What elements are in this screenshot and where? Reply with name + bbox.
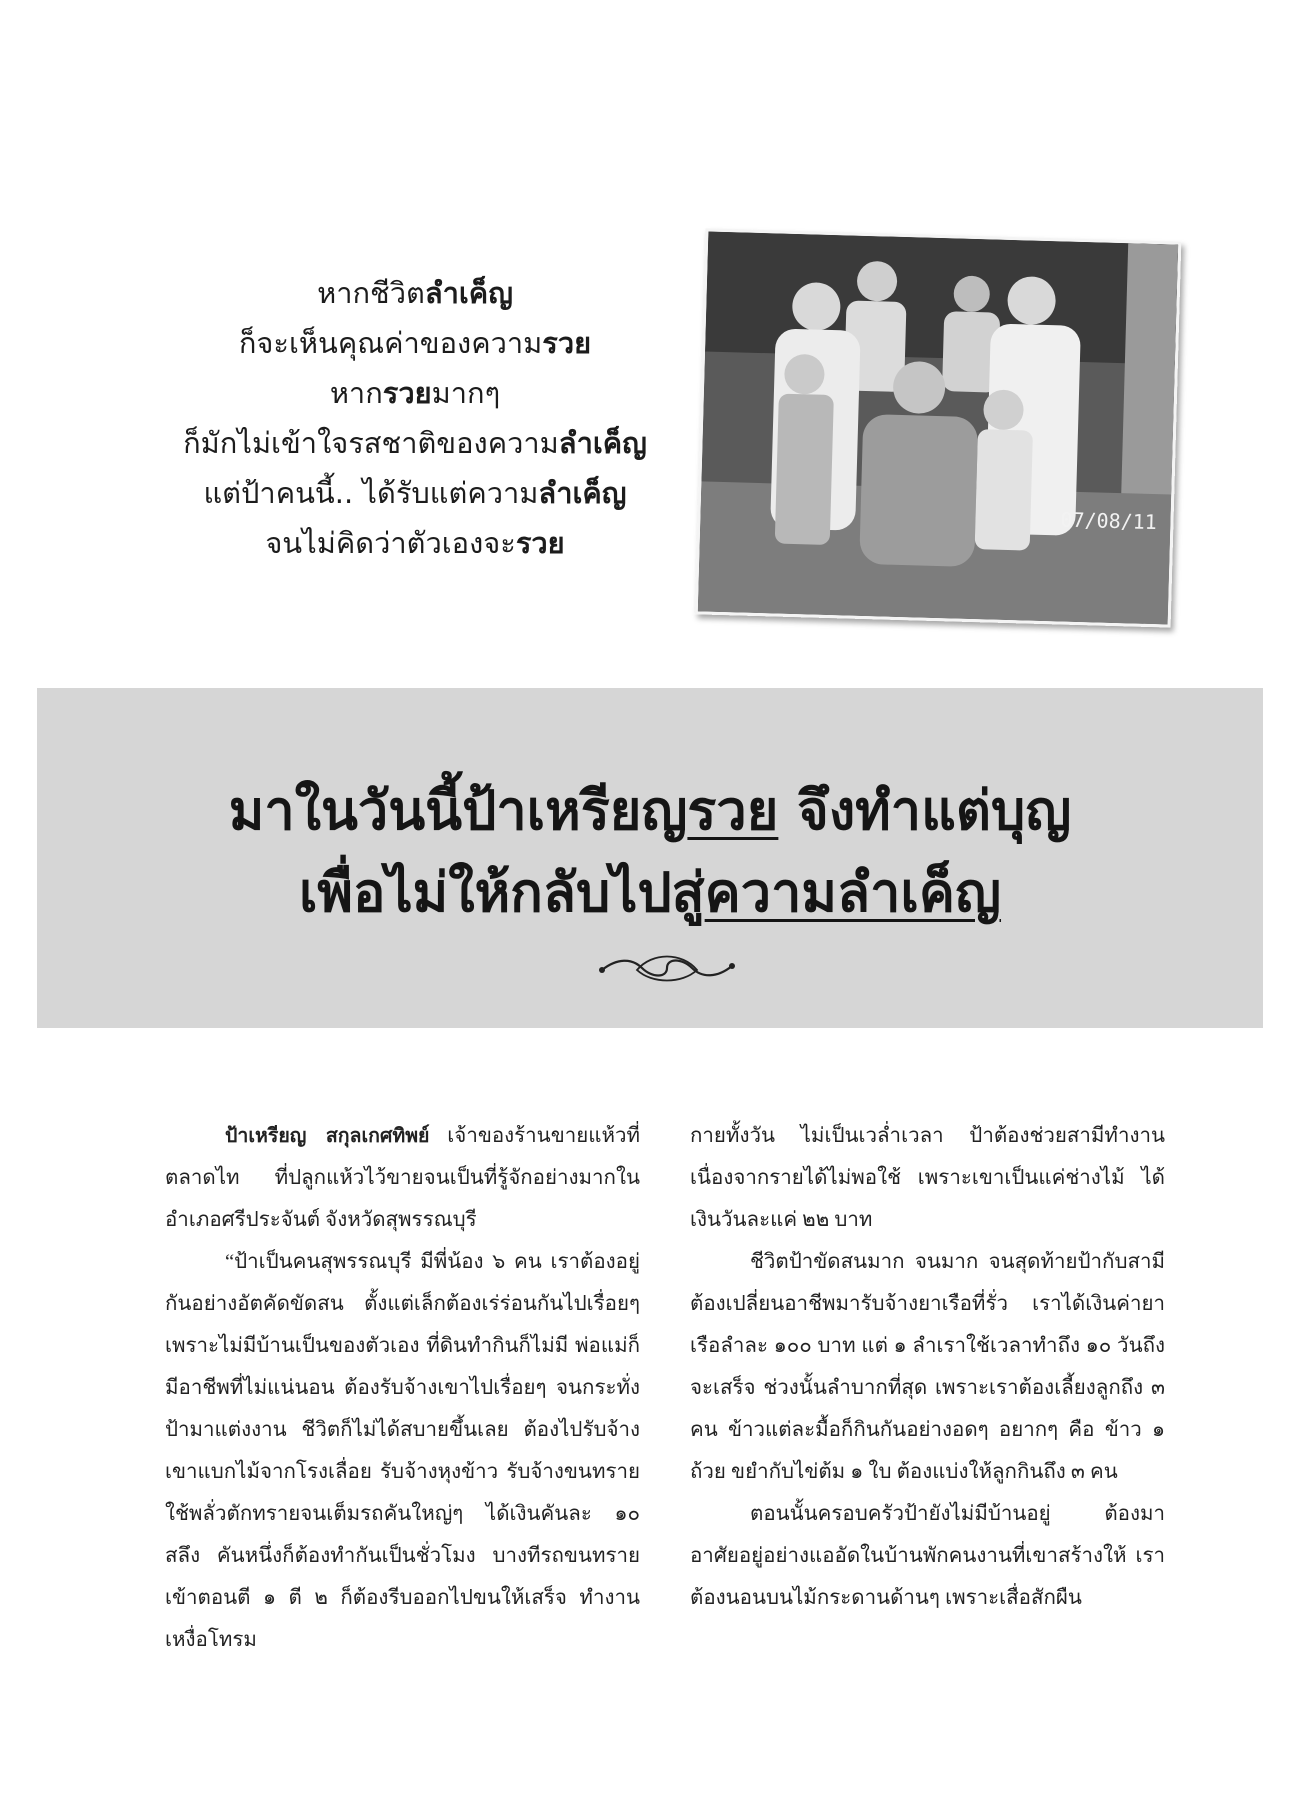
intro-poem [150, 268, 680, 568]
intro-line-3: หากรวยมากๆ [329, 376, 501, 410]
paragraph-quote: “ป้าเป็นคนสุพรรณบุรี มีพี่น้อง ๖ คน เราต้องอยู่กันอย่างอัตคัดขัดสน ตั้งแต่เล็กต้องเร่ร่อนกันไปเรื่อยๆ เพราะไม่มีบ้านเป็นของตัวเอง ที่ดินทำกินก็ไม่มี พ่อแม่ก็มีอาชีพที่ไม่แน่นอน ต้องรับจ้างเขาไปเรื่อยๆ จนกระทั่งป้ามาแต่งงาน ชีวิตก็ไม่ได้สบายขึ้นเลย ต้องไปรับจ้างเขาแบกไม้จากโรงเลื่อย รับจ้างหุงข้าว รับจ้างขนทราย ใช้พลั่วตักทรายจนเต็มรถคันใหญ่ๆ ได้เงินคันละ ๑๐ สลึง คันหนึ่งก็ต้องทำกันเป็นชั่วโมง บางทีรถขนทรายเข้าตอนตี ๑ ตี ๒ ก็ต้องรีบออกไปขนให้เสร็จ ทำงานเหงื่อโทรม [165, 1251, 640, 1651]
headline-banner [37, 688, 1263, 1028]
subject-name: ป้าเหรียญ สกุลเกศทิพย์ [225, 1124, 430, 1147]
paragraph-continued: กายทั้งวัน ไม่เป็นเวล่ำเวลา ป้าต้องช่วยสามีทำงานเนื่องจากรายได้ไม่พอใช้ เพราะเขาเป็นแค่ช่างไม้ ได้เงินวันละแค่ ๒๒ บาท [690, 1125, 1165, 1231]
intro-line-4: ก็มักไม่เข้าใจรสชาติของความลำเค็ญ [183, 426, 647, 460]
intro-line-5: แต่ป้าคนนี้.. ได้รับแต่ความลำเค็ญ [203, 476, 627, 510]
flourish-ornament-icon [597, 948, 737, 988]
paragraph-intro: ป้าเหรียญ สกุลเกศทิพย์ เจ้าของร้านขายแห้วที่ตลาดไท ที่ปลูกแห้วไว้ขายจนเป็นที่รู้จักอย่างมากในอำเภอศรีประจันต์ จังหวัดสุพรรณบุรี [165, 1124, 640, 1231]
photo-date-stamp: 07/08/11 [1060, 507, 1158, 535]
intro-line-6: จนไม่คิดว่าตัวเองจะรวย [265, 526, 565, 560]
family-photo-illustration [698, 232, 1178, 625]
intro-line-2: ก็จะเห็นคุณค่าของความรวย [238, 326, 592, 360]
paragraph-hardship: ชีวิตป้าขัดสนมาก จนมาก จนสุดท้ายป้ากับสามีต้องเปลี่ยนอาชีพมารับจ้างยาเรือที่รั่ว เราได้เงินค่ายาเรือลำละ ๑๐๐ บาท แต่ ๑ ลำเราใช้เวลาทำถึง ๑๐ วันถึงจะเสร็จ ช่วงนั้นลำบากที่สุด เพราะเราต้องเลี้ยงลูกถึง ๓ คน ข้าวแต่ละมื้อก็กินกันอย่างอดๆ อยากๆ คือ ข้าว ๑ ถ้วย ขยำกับไข่ต้ม ๑ ใบ ต้องแบ่งให้ลูกกินถึง ๓ คน [690, 1251, 1165, 1483]
headline-line-2: เพื่อไม่ให้กลับไปสู่ความลำเค็ญ [298, 861, 1002, 924]
headline-line-1: มาในวันนี้ป้าเหรียญรวย จึงทำแต่บุญ [228, 779, 1072, 842]
paragraph-housing: ตอนนั้นครอบครัวป้ายังไม่มีบ้านอยู่ ต้องมาอาศัยอยู่อย่างแออัดในบ้านพักคนงานที่เขาสร้างให้ เราต้องนอนบนไม้กระดานด้านๆ เพราะเสื่อสักผืน [690, 1503, 1165, 1609]
intro-line-1: หากชีวิตลำเค็ญ [317, 276, 513, 310]
family-photo [695, 228, 1182, 627]
article-right-column [690, 1115, 1165, 1619]
article-left-column [165, 1115, 640, 1661]
headline [37, 770, 1263, 934]
